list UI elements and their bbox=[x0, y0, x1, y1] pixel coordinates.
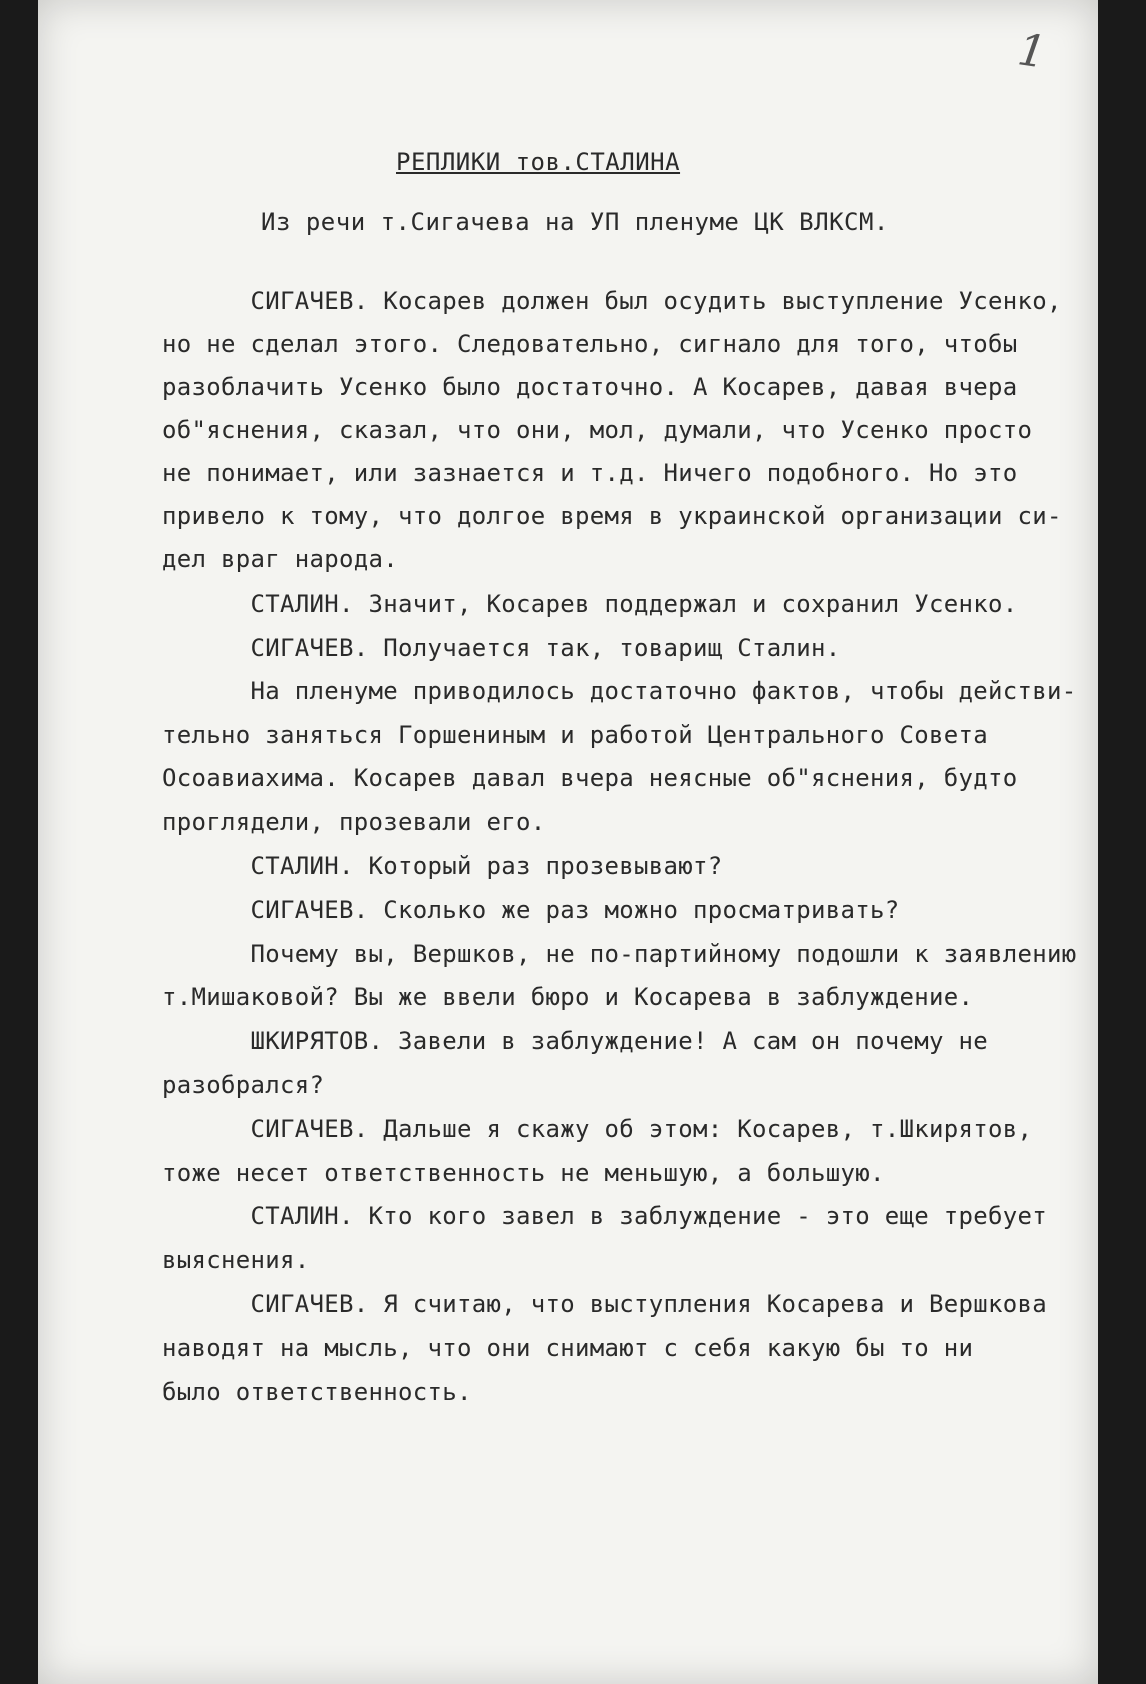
text-line: разобрался? bbox=[162, 1071, 325, 1099]
text-line: т.Мишаковой? Вы же ввели бюро и Косарева в заблуждение. bbox=[162, 983, 974, 1011]
text-line: СТАЛИН. Кто кого завел в заблуждение - это еще требует bbox=[162, 1202, 1047, 1230]
text-line: наводят на мысль, что они снимают с себя какую бы то ни bbox=[162, 1334, 974, 1362]
text-line: Почему вы, Вершков, не по-партийному подошли к заявлению bbox=[162, 940, 1077, 968]
text-line: тоже несет ответственность не меньшую, а большую. bbox=[162, 1159, 885, 1187]
text-line: СИГАЧЕВ. Косарев должен был осудить выступление Усенко, bbox=[162, 287, 1062, 315]
text-line: На пленуме приводилось достаточно фактов, чтобы действи- bbox=[162, 677, 1077, 705]
document-page bbox=[38, 0, 1098, 1684]
text-line: СТАЛИН. Значит, Косарев поддержал и сохранил Усенко. bbox=[162, 590, 1018, 618]
text-line: СИГАЧЕВ. Я считаю, что выступления Косарева и Вершкова bbox=[162, 1290, 1047, 1318]
text-line: привело к тому, что долгое время в украинской организации си- bbox=[162, 502, 1062, 530]
text-line: СИГАЧЕВ. Получается так, товарищ Сталин. bbox=[162, 634, 841, 662]
text-line: СИГАЧЕВ. Дальше я скажу об этом: Косарев, т.Шкирятов, bbox=[162, 1115, 1033, 1143]
text-line: об"яснения, сказал, что они, мол, думали, что Усенко просто bbox=[162, 416, 1033, 444]
text-line: СТАЛИН. Который раз прозевывают? bbox=[162, 852, 723, 880]
document-subtitle: Из речи т.Сигачева на УП пленуме ЦК ВЛКСМ. bbox=[261, 208, 889, 236]
text-line: ШКИРЯТОВ. Завели в заблуждение! А сам он почему не bbox=[162, 1027, 988, 1055]
text-line: дел враг народа. bbox=[162, 545, 398, 573]
text-line: тельно заняться Горшениным и работой Центрального Совета bbox=[162, 721, 988, 749]
text-line: было ответственность. bbox=[162, 1378, 472, 1406]
text-line: Осоавиахима. Косарев давал вчера неясные об"яснения, будто bbox=[162, 764, 1018, 792]
text-line: но не сделал этого. Следовательно, сигнало для того, чтобы bbox=[162, 330, 1018, 358]
text-line: разоблачить Усенко было достаточно. А Косарев, давая вчера bbox=[162, 373, 1018, 401]
text-line: проглядели, прозевали его. bbox=[162, 808, 546, 836]
page-number: 1 bbox=[1014, 24, 1050, 79]
text-line: выяснения. bbox=[162, 1246, 310, 1274]
text-line: СИГАЧЕВ. Сколько же раз можно просматривать? bbox=[162, 896, 900, 924]
text-line: не понимает, или зазнается и т.д. Ничего подобного. Но это bbox=[162, 459, 1018, 487]
document-title: РЕПЛИКИ тов.СТАЛИНА bbox=[396, 148, 681, 176]
